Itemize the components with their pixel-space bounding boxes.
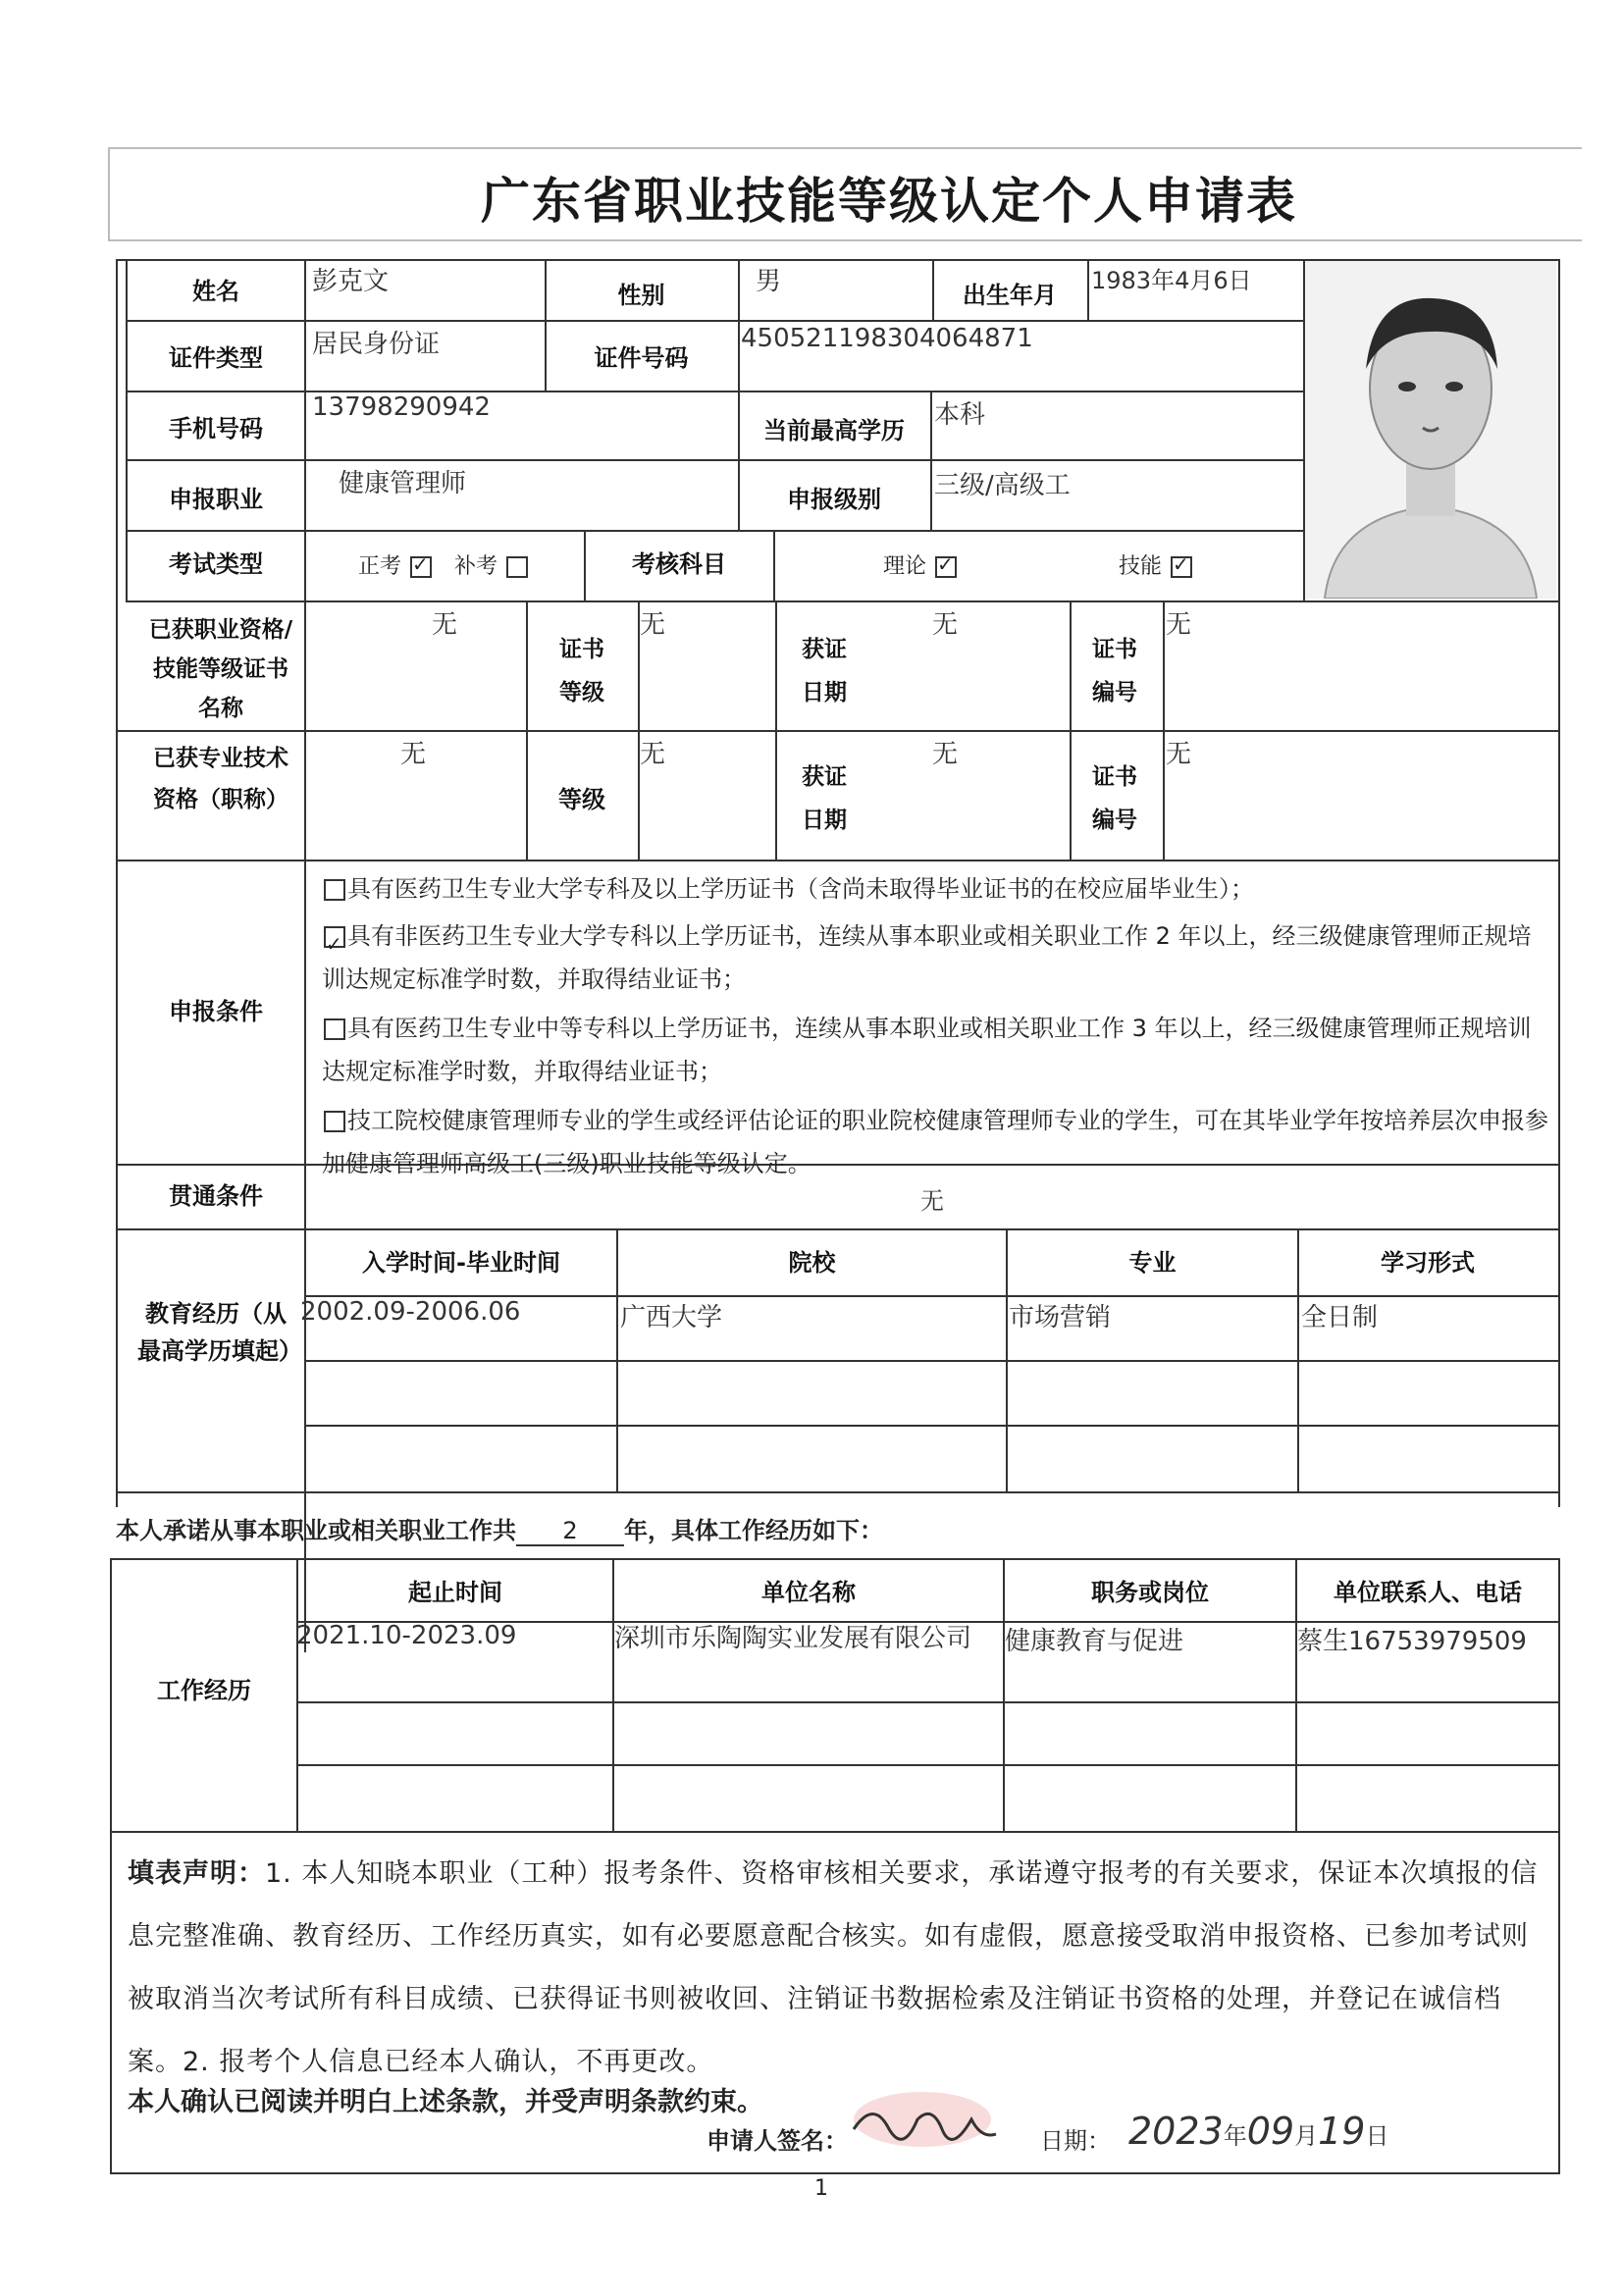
date-line [1128, 2110, 1388, 2153]
date-month: 09 [1246, 2110, 1295, 2153]
work-row-position: 健康教育与促进 [1005, 1627, 1184, 1656]
label-gender: 性别 [617, 282, 665, 309]
label-work: 工作经历 [157, 1677, 251, 1704]
page-title: 广东省职业技能等级认定个人申请表 [481, 173, 1297, 230]
exam-makeup-checkbox[interactable] [506, 556, 528, 578]
value-occupation: 健康管理师 [339, 469, 467, 498]
subject-theory[interactable] [883, 549, 959, 580]
value-phone: 13798290942 [312, 392, 491, 422]
label-birth: 出生年月 [963, 282, 1057, 309]
label-exam-type: 考试类型 [169, 550, 263, 578]
value-id-no: 450521198304064871 [741, 324, 1033, 353]
declaration-confirm: 本人确认已阅读并明白上述条款，并受声明条款约束。 [128, 2087, 763, 2117]
label-id-type: 证件类型 [169, 344, 263, 372]
label-level: 申报级别 [787, 486, 881, 513]
subject-theory-checkbox[interactable] [935, 556, 957, 578]
edu-header-period: 入学时间-毕业时间 [362, 1249, 560, 1277]
work-header-position: 职务或岗位 [1091, 1579, 1209, 1606]
label-through: 贯通条件 [169, 1182, 263, 1210]
exam-makeup-label: 补考 [454, 554, 498, 579]
work-row-contact: 蔡生16753979509 [1297, 1627, 1527, 1656]
declaration-head: 填表声明： [128, 1858, 265, 1889]
label-name: 姓名 [192, 278, 239, 305]
label-subjects: 考核科目 [632, 550, 726, 578]
value-cert1-level: 无 [640, 610, 666, 640]
pledge-suffix: 年，具体工作经历如下： [624, 1517, 883, 1544]
value-level: 三级/高级工 [934, 471, 1071, 500]
condition-item [322, 1007, 1548, 1093]
date-day-unit: 日 [1365, 2122, 1389, 2150]
label-conditions: 申报条件 [169, 998, 263, 1025]
value-cert1-no: 无 [1166, 610, 1192, 640]
label-cert-no: 证书编号 [1092, 637, 1137, 705]
label-cert-no-2: 证书编号 [1092, 764, 1137, 833]
edu-row-period: 2002.09-2006.06 [300, 1297, 521, 1327]
value-name: 彭克文 [312, 267, 390, 296]
date-year: 2023 [1128, 2110, 1224, 2153]
value-id-type: 居民身份证 [312, 330, 441, 359]
work-row-period: 2021.10-2023.09 [296, 1621, 517, 1650]
edu-row-major: 市场营销 [1009, 1303, 1112, 1332]
work-header-contact: 单位联系人、电话 [1334, 1579, 1522, 1606]
edu-row-school: 广西大学 [620, 1303, 723, 1332]
value-cert2-name: 无 [400, 740, 427, 769]
label-phone: 手机号码 [169, 415, 263, 443]
edu-header-major: 专业 [1128, 1249, 1177, 1277]
value-cert2-level: 无 [640, 740, 666, 769]
edu-header-mode: 学习形式 [1381, 1249, 1475, 1277]
pledge-prefix: 本人承诺从事本职业或相关职业工作共 [116, 1517, 516, 1544]
value-education: 本科 [934, 400, 986, 430]
subject-skill[interactable] [1119, 549, 1194, 580]
subject-skill-label: 技能 [1119, 554, 1163, 579]
label-cert2: 已获专业技术资格（职称） [153, 746, 288, 812]
value-birth: 1983年4月6日 [1091, 267, 1252, 294]
condition-item [322, 1099, 1548, 1185]
exam-regular-checkbox[interactable] [410, 556, 432, 578]
conditions-list [322, 867, 1548, 1185]
declaration [128, 1843, 1541, 2094]
date-label: 日期： [1040, 2127, 1111, 2155]
condition-checkbox-2[interactable] [324, 926, 345, 948]
exam-regular-label: 正考 [358, 554, 402, 579]
date-year-unit: 年 [1223, 2122, 1247, 2150]
pledge-years: 2 [516, 1517, 624, 1546]
condition-checkbox-4[interactable] [324, 1111, 345, 1132]
work-header-company: 单位名称 [761, 1579, 856, 1606]
label-education: 当前最高学历 [763, 417, 905, 444]
declaration-body: 1. 本人知晓本职业（工种）报考条件、资格审核相关要求，承诺遵守报考的有关要求，保证本次填报的信息完整准确、教育经历、工作经历真实，如有必要愿意配合核实。如有虚假，愿意接受取消申报资格、已参加考试则被取消当次考试所有科目成绩、已获得证书则被收回、注销证书数据检索及注销证书资格的处理，并登记在诚信档案。2. 报考个人信息已经本人确认，不再更改。 [128, 1858, 1539, 2077]
label-edu: 教育经历（从最高学历填起） [137, 1300, 302, 1365]
condition-text-2: 具有非医药卫生专业大学专科以上学历证书，连续从事本职业或相关职业工作 2 年以上，经三级健康管理师正规培训达规定标准学时数，并取得结业证书； [322, 922, 1532, 993]
date-day: 19 [1318, 2110, 1366, 2153]
label-id-no: 证件号码 [594, 344, 689, 372]
value-gender: 男 [756, 267, 782, 296]
condition-checkbox-3[interactable] [324, 1018, 345, 1040]
applicant-photo [1305, 261, 1556, 599]
edu-header-school: 院校 [788, 1249, 836, 1277]
value-through: 无 [920, 1187, 944, 1215]
condition-checkbox-1[interactable] [324, 879, 345, 901]
work-header-period: 起止时间 [408, 1579, 502, 1606]
value-cert2-no: 无 [1166, 740, 1192, 769]
condition-text-4: 技工院校健康管理师专业的学生或经评估论证的职业院校健康管理师专业的学生，可在其毕业学年按培养层次申报参加健康管理师高级工(三级)职业技能等级认定。 [322, 1107, 1548, 1177]
sign-label: 申请人签名： [707, 2127, 848, 2155]
value-cert2-date: 无 [932, 740, 959, 769]
label-level2: 等级 [558, 786, 605, 813]
edu-row-mode: 全日制 [1301, 1303, 1379, 1332]
date-month-unit: 月 [1294, 2122, 1319, 2150]
work-row-company: 深圳市乐陶陶实业发展有限公司 [614, 1624, 972, 1653]
condition-item [322, 867, 1548, 911]
condition-text-1: 具有医药卫生专业大学专科及以上学历证书（含尚未取得毕业证书的在校应届毕业生）； [347, 875, 1254, 903]
value-cert1-date: 无 [932, 610, 959, 640]
condition-item [322, 914, 1548, 1001]
exam-regular[interactable] [358, 549, 530, 580]
value-cert1-name: 无 [432, 610, 458, 640]
pledge-line [116, 1511, 883, 1546]
label-cert1: 已获职业资格/技能等级证书名称 [148, 617, 293, 721]
label-cert-level: 证书等级 [559, 637, 604, 705]
signature [844, 2090, 1001, 2159]
page-number: 1 [814, 2176, 828, 2201]
subject-skill-checkbox[interactable] [1171, 556, 1192, 578]
label-issue-date: 获证日期 [802, 637, 847, 705]
subject-theory-label: 理论 [883, 554, 927, 579]
label-issue-date-2: 获证日期 [802, 764, 847, 833]
label-occupation: 申报职业 [169, 486, 263, 513]
condition-text-3: 具有医药卫生专业中等专科以上学历证书，连续从事本职业或相关职业工作 3 年以上，经三级健康管理师正规培训达规定标准学时数，并取得结业证书； [322, 1015, 1532, 1085]
